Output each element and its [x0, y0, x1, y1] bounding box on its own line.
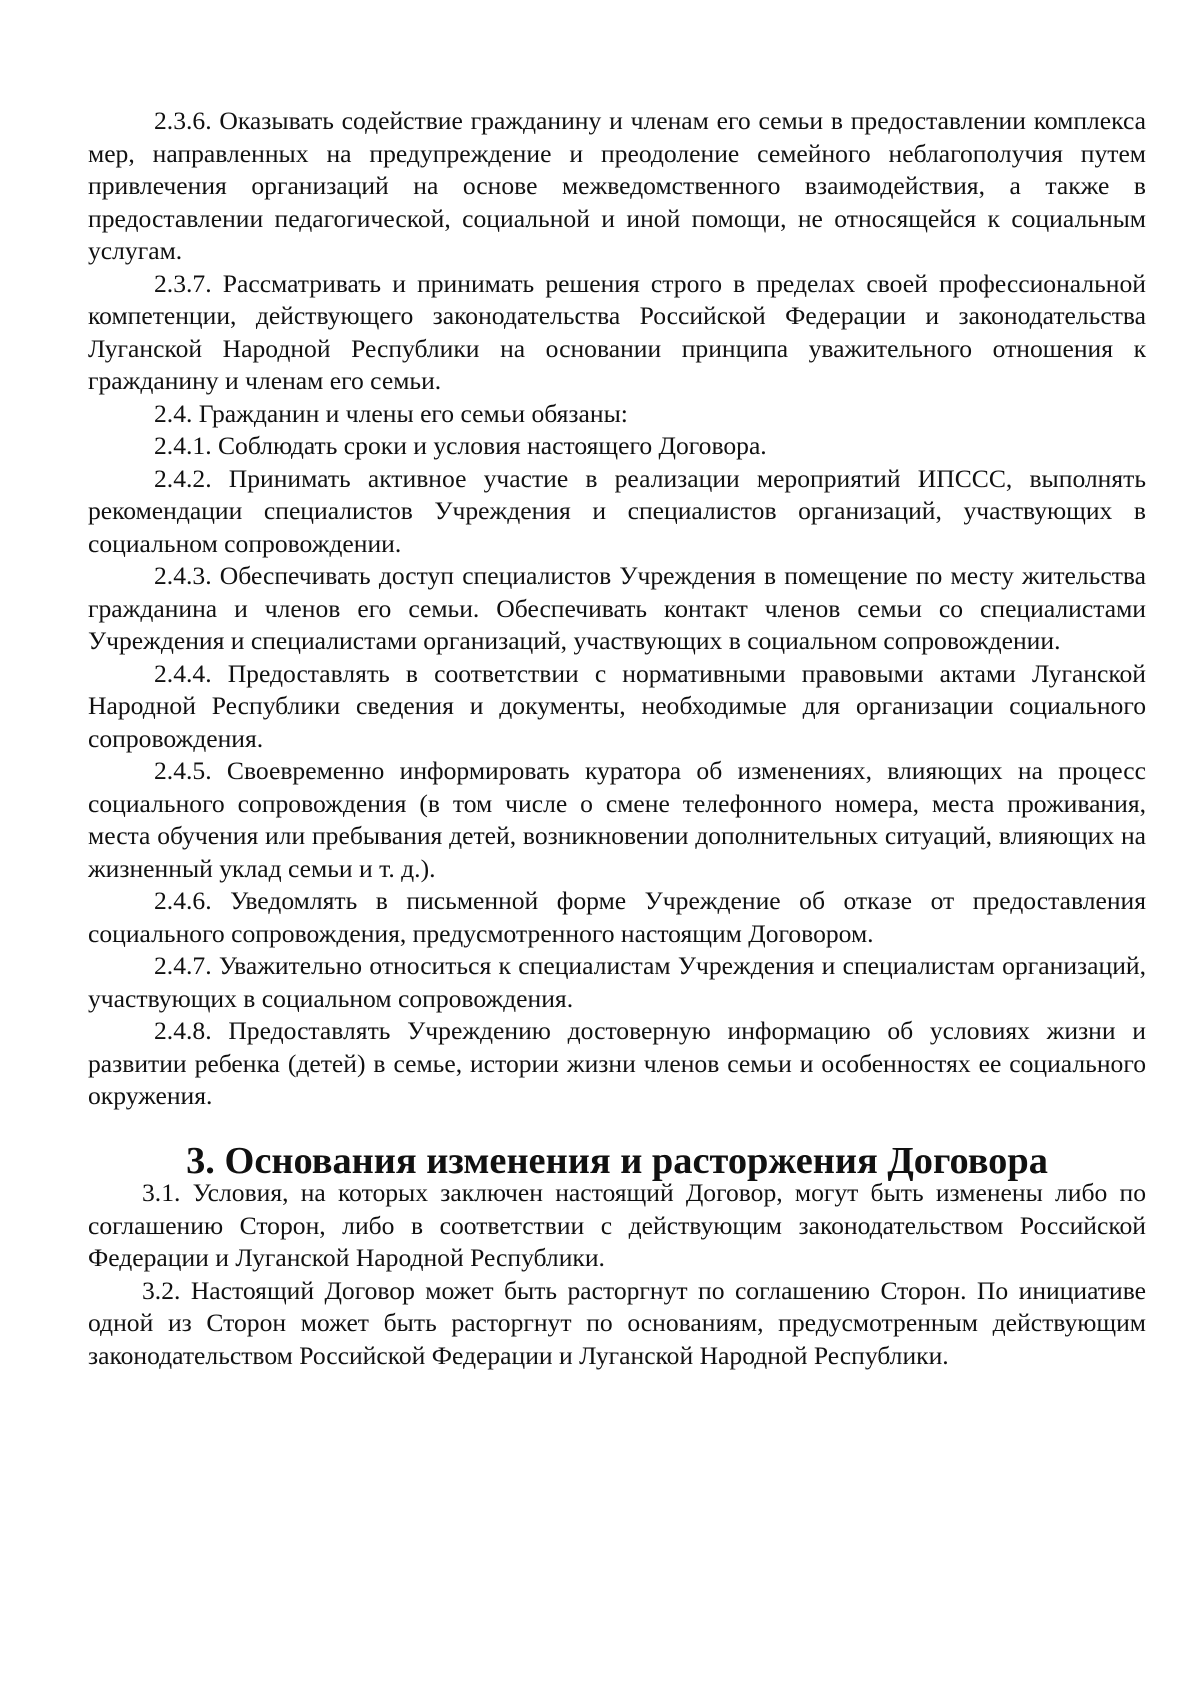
paragraph-2-3-7: 2.3.7. Рассматривать и принимать решения строго в пределах своей профессиональной компетенции, действующего законодательства Российской Федерации и законодательства Луганской Народной Республики на основании принципа уважительного отношения к гражданину и членам его семьи. — [88, 268, 1146, 395]
paragraph-3-2: 3.2. Настоящий Договор может быть расторгнут по соглашению Сторон. По инициативе одной из Сторон может быть расторгнут по основаниям, предусмотренным действующим законодательством Российской Федерации и Луганской Народной Республики. — [88, 1275, 1146, 1370]
section-3-heading: 3. Основания изменения и расторжения Договора — [186, 1139, 1048, 1182]
document-page — [88, 105, 1146, 1372]
paragraph-2-4-3: 2.4.3. Обеспечивать доступ специалистов Учреждения в помещение по месту жительства гражданина и членов его семьи. Обеспечивать контакт членов семьи со специалистами Учреждения и специалистами организаций, участвующих в социальном сопровождении. — [88, 561, 1146, 655]
paragraph-2-4-8: 2.4.8. Предоставлять Учреждению достоверную информацию об условиях жизни и развитии ребенка (детей) в семье, истории жизни членов семьи и особенностях ее социального окружения. — [88, 1016, 1146, 1110]
paragraph-2-4-5: 2.4.5. Своевременно информировать куратора об изменениях, влияющих на процесс социального сопровождения (в том числе о смене телефонного номера, места проживания, места обучения или пребывания детей, возникновении дополнительных ситуаций, влияющих на жизненный уклад семьи и т. д.). — [88, 756, 1146, 883]
paragraph-2-4-4: 2.4.4. Предоставлять в соответствии с нормативными правовыми актами Луганской Народной Республики сведения и документы, необходимые для организации социального сопровождения. — [88, 658, 1146, 753]
paragraph-3-1: 3.1. Условия, на которых заключен настоящий Договор, могут быть изменены либо по соглашению Сторон, либо в соответствии с действующим законодательством Российской Федерации и Луганской Народной Республики. — [88, 1178, 1146, 1272]
paragraph-2-4-1: 2.4.1. Соблюдать сроки и условия настоящего Договора. — [154, 431, 767, 460]
paragraph-2-4-2: 2.4.2. Принимать активное участие в реализации мероприятий ИПССС, выполнять рекомендации специалистов Учреждения и специалистов организаций, участвующих в социальном сопровождении. — [88, 463, 1146, 558]
paragraph-2-4-7: 2.4.7. Уважительно относиться к специалистам Учреждения и специалистам организаций, участвующих в социальном сопровождения. — [88, 951, 1146, 1013]
paragraph-2-3-6: 2.3.6. Оказывать содействие гражданину и членам его семьи в предоставлении комплекса мер, направленных на предупреждение и преодоление семейного неблагополучия путем привлечения организаций на основе межведомственного взаимодействия, а также в предоставлении педагогической, социальной и иной помощи, не относящейся к социальным услугам. — [88, 106, 1146, 265]
paragraph-2-4-6: 2.4.6. Уведомлять в письменной форме Учреждение об отказе от предоставления социального сопровождения, предусмотренного настоящим Договором. — [88, 886, 1146, 948]
paragraph-2-4: 2.4. Гражданин и члены его семьи обязаны: — [154, 398, 628, 428]
